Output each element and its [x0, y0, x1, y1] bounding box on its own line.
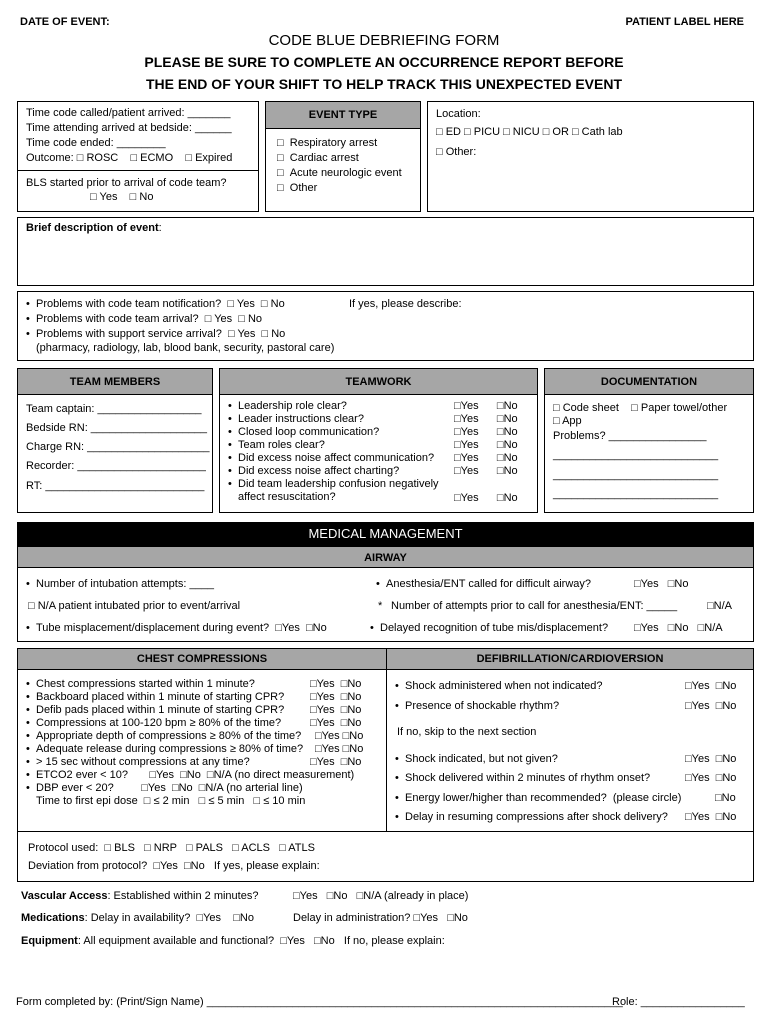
defib-answer[interactable]: □Yes □No — [685, 680, 737, 692]
problem-notification[interactable]: Problems with code team notification? □ Yes □ No — [36, 298, 285, 310]
teamwork-question: Leadership role clear? — [238, 400, 347, 412]
divider — [18, 170, 258, 171]
location-options[interactable]: □ ED □ PICU □ NICU □ OR □ Cath lab — [436, 126, 623, 138]
chest-question: > 15 sec without compressions at any time? — [36, 756, 250, 768]
defib-answer[interactable]: □Yes □No — [685, 772, 737, 784]
teamwork-answer[interactable]: □Yes □No — [454, 452, 518, 464]
defib-item — [393, 792, 749, 811]
chest-question: Chest compressions started within 1 minute? — [36, 678, 255, 690]
chest-question: Appropriate depth of compressions ≥ 80% of the time? — [36, 730, 302, 742]
defib-item — [393, 700, 749, 720]
teamwork-answer[interactable]: □Yes □No — [454, 426, 518, 438]
brief-description-label: Brief description of event — [26, 222, 159, 234]
protocol-section — [17, 831, 754, 882]
chest-compressions-header: CHEST COMPRESSIONS — [18, 649, 386, 670]
teamwork-item — [226, 452, 531, 465]
asterisk-marker: * — [378, 600, 383, 612]
documentation-app[interactable]: □ App — [553, 415, 582, 427]
na-intubated-checkbox[interactable]: □ N/A patient intubated prior to event/arrival — [28, 600, 241, 612]
chest-item — [24, 691, 382, 704]
delayed-recognition-question: • Delayed recognition of tube mis/displacement? — [368, 622, 608, 635]
documentation-line[interactable]: ___________________________ — [553, 488, 719, 500]
instruction-line-1: PLEASE BE SURE TO COMPLETE AN OCCURRENCE REPORT BEFORE — [144, 54, 624, 70]
defib-skip-note: If no, skip to the next section — [397, 726, 537, 738]
defib-item — [393, 811, 749, 830]
chest-item — [24, 704, 382, 717]
teamwork-question: Did excess noise affect charting? — [238, 465, 400, 477]
epi-dose-item[interactable]: Time to first epi dose □ ≤ 2 min □ ≤ 5 min □ ≤ 10 min — [36, 795, 306, 807]
intubation-attempts-field[interactable]: • Number of intubation attempts: ____ — [24, 578, 214, 591]
charge-rn-field[interactable]: Charge RN: ____________________ — [26, 441, 210, 453]
time-code-ended-field[interactable]: Time code ended: ________ — [26, 137, 166, 149]
location-other[interactable]: □ Other: — [436, 146, 477, 158]
chest-question: Compressions at 100-120 bpm ≥ 80% of the time? — [36, 717, 282, 729]
defib-question: Shock indicated, but not given? — [405, 753, 558, 765]
medications-label: Medications — [21, 912, 85, 924]
chest-item — [24, 756, 382, 769]
protocol-used-options[interactable]: Protocol used: □ BLS □ NRP □ PALS □ ACLS □ ATLS — [28, 842, 315, 854]
bedside-rn-field[interactable]: Bedside RN: ___________________ — [26, 422, 208, 434]
protocol-deviation[interactable]: Deviation from protocol? □Yes □No If yes, please explain: — [28, 860, 320, 872]
location-label: Location: — [436, 108, 481, 120]
defib-answer[interactable]: □Yes □No — [685, 811, 737, 823]
defib-question: Delay in resuming compressions after shock delivery? — [405, 811, 668, 823]
team-members-header: TEAM MEMBERS — [18, 369, 212, 395]
teamwork-item — [226, 413, 531, 426]
teamwork-item — [226, 439, 531, 452]
chest-answer[interactable]: □Yes □No — [310, 717, 362, 729]
dbp-item[interactable]: • DBP ever < 20? □Yes □No □N/A (no arterial line) — [24, 782, 382, 795]
chest-answer[interactable]: □Yes □No — [315, 730, 364, 742]
form-completed-by-field[interactable]: Form completed by: (Print/Sign Name) ____________________________________________________________________ — [16, 996, 623, 1008]
problem-support-detail: (pharmacy, radiology, lab, blood bank, security, pastoral care) — [36, 342, 335, 354]
airway-section — [17, 567, 754, 642]
event-type-cardiac[interactable]: □ Cardiac arrest — [277, 152, 359, 164]
chest-question: Backboard placed within 1 minute of starting CPR? — [36, 691, 285, 703]
vascular-access-options[interactable]: □Yes □No □N/A (already in place) — [293, 890, 469, 902]
chest-answer[interactable]: □Yes □No — [310, 756, 362, 768]
form-title: CODE BLUE DEBRIEFING FORM — [268, 32, 500, 49]
teamwork-section — [219, 368, 538, 513]
defibrillation-section — [386, 648, 754, 832]
attempts-prior-na[interactable]: □N/A — [707, 600, 732, 612]
etco2-item[interactable]: • ETCO2 ever < 10? □Yes □No □N/A (no direct measurement) — [24, 769, 382, 782]
teamwork-header: TEAMWORK — [220, 369, 537, 395]
times-section — [17, 101, 259, 212]
chest-item — [24, 717, 382, 730]
chest-answer[interactable]: □Yes □No — [315, 743, 364, 755]
chest-answer[interactable]: □Yes □No — [310, 704, 362, 716]
documentation-problems-field[interactable]: Problems? ________________ — [553, 430, 707, 442]
chest-item — [24, 730, 382, 743]
brief-description-colon: : — [158, 222, 162, 234]
event-type-other[interactable]: □ Other — [277, 182, 318, 194]
problem-support[interactable]: • Problems with support service arrival? □ Yes □ No — [24, 328, 285, 342]
defib-item — [393, 753, 749, 772]
teamwork-question-cont: affect resuscitation? — [238, 491, 336, 503]
chest-answer[interactable]: □Yes □No — [310, 678, 362, 690]
documentation-options[interactable]: □ Code sheet □ Paper towel/other — [553, 402, 728, 414]
teamwork-question: Leader instructions clear? — [238, 413, 364, 425]
defib-item — [393, 772, 749, 792]
teamwork-answer[interactable]: □Yes □No — [454, 439, 518, 451]
documentation-header: DOCUMENTATION — [545, 369, 753, 395]
equipment-label: Equipment — [21, 935, 78, 947]
anesthesia-called-options[interactable]: □Yes □No — [634, 578, 689, 590]
attempts-prior-field[interactable]: Number of attempts prior to call for anesthesia/ENT: _____ — [391, 600, 678, 612]
patient-label-area: PATIENT LABEL HERE — [625, 16, 744, 28]
teamwork-item — [226, 465, 531, 478]
event-type-respiratory[interactable]: □ Respiratory arrest — [277, 137, 378, 149]
teamwork-answer[interactable]: □Yes □No — [454, 465, 518, 477]
teamwork-answer[interactable]: □Yes □No — [454, 492, 518, 504]
teamwork-question: Did excess noise affect communication? — [238, 452, 435, 464]
location-section — [427, 101, 754, 212]
problem-notification-describe: If yes, please describe: — [349, 298, 462, 310]
chest-item — [24, 743, 382, 756]
airway-header: AIRWAY — [17, 546, 754, 568]
teamwork-question: Team roles clear? — [238, 439, 325, 451]
defib-answer[interactable]: □Yes □No — [685, 700, 737, 712]
chest-question: Defib pads placed within 1 minute of starting CPR? — [36, 704, 285, 716]
defib-question: Energy lower/higher than recommended? (please circle) — [405, 792, 682, 804]
recorder-field[interactable]: Recorder: _____________________ — [26, 460, 206, 472]
role-field[interactable]: Role: _________________ — [612, 996, 745, 1008]
documentation-line[interactable]: ___________________________ — [553, 449, 719, 461]
equipment-question[interactable]: : All equipment available and functional? □Yes □No If no, please explain: — [77, 935, 445, 947]
defibrillation-header: DEFIBRILLATION/CARDIOVERSION — [387, 649, 753, 670]
bls-question: BLS started prior to arrival of code team? — [26, 177, 227, 189]
defib-answer[interactable]: □Yes □No — [685, 753, 737, 765]
chest-compressions-section — [17, 648, 387, 832]
medications-administration[interactable]: Delay in administration? □Yes □No — [293, 912, 468, 924]
teamwork-question: Did team leadership confusion negatively — [238, 478, 439, 490]
event-type-section — [265, 101, 421, 212]
instruction-line-2: THE END OF YOUR SHIFT TO HELP TRACK THIS UNEXPECTED EVENT — [145, 76, 623, 92]
problems-section — [17, 291, 754, 361]
teamwork-answer[interactable]: □Yes □No — [454, 400, 518, 412]
event-type-header: EVENT TYPE — [266, 102, 420, 129]
outcome-options[interactable]: Outcome: □ ROSC □ ECMO □ Expired — [26, 152, 233, 164]
defib-question: Presence of shockable rhythm? — [405, 700, 560, 712]
event-type-neurologic[interactable]: □ Acute neurologic event — [277, 167, 402, 179]
date-of-event-label: DATE OF EVENT: — [20, 16, 110, 28]
vascular-access-question: : Established within 2 minutes? — [107, 890, 259, 902]
teamwork-item — [226, 426, 531, 439]
medications-availability[interactable]: : Delay in availability? □Yes □No — [84, 912, 254, 924]
vascular-access-label: Vascular Access — [21, 890, 108, 902]
documentation-line[interactable]: ___________________________ — [553, 469, 719, 481]
defib-question: Shock delivered within 2 minutes of rhythm onset? — [405, 772, 651, 784]
medical-management-header: MEDICAL MANAGEMENT — [17, 522, 754, 546]
chest-item — [24, 678, 382, 691]
defib-item — [393, 680, 749, 700]
time-code-called-field[interactable]: Time code called/patient arrived: _______ — [26, 107, 231, 119]
documentation-section — [544, 368, 754, 513]
teamwork-item-cont — [226, 491, 531, 504]
chest-answer[interactable]: □Yes □No — [310, 691, 362, 703]
defib-answer[interactable]: □No — [715, 792, 736, 804]
teamwork-question: Closed loop communication? — [238, 426, 380, 438]
teamwork-answer[interactable]: □Yes □No — [454, 413, 518, 425]
anesthesia-called-question: • Anesthesia/ENT called for difficult airway? — [374, 578, 591, 591]
defib-question: Shock administered when not indicated? — [405, 680, 603, 692]
time-attending-arrived-field[interactable]: Time attending arrived at bedside: ______ — [26, 122, 232, 134]
team-members-section — [17, 368, 213, 513]
teamwork-item — [226, 478, 531, 491]
tube-misplacement-question[interactable]: • Tube misplacement/displacement during event? □Yes □No — [24, 622, 327, 635]
bls-options[interactable]: □ Yes □ No — [90, 191, 154, 203]
rt-field[interactable]: RT: __________________________ — [26, 480, 205, 492]
team-captain-field[interactable]: Team captain: _________________ — [26, 403, 202, 415]
delayed-recognition-options[interactable]: □Yes □No □N/A — [634, 622, 723, 634]
teamwork-item — [226, 400, 531, 413]
brief-description-section[interactable] — [17, 217, 754, 286]
chest-question: Adequate release during compressions ≥ 80% of time? — [36, 743, 304, 755]
problem-arrival[interactable]: • Problems with code team arrival? □ Yes □ No — [24, 313, 285, 328]
